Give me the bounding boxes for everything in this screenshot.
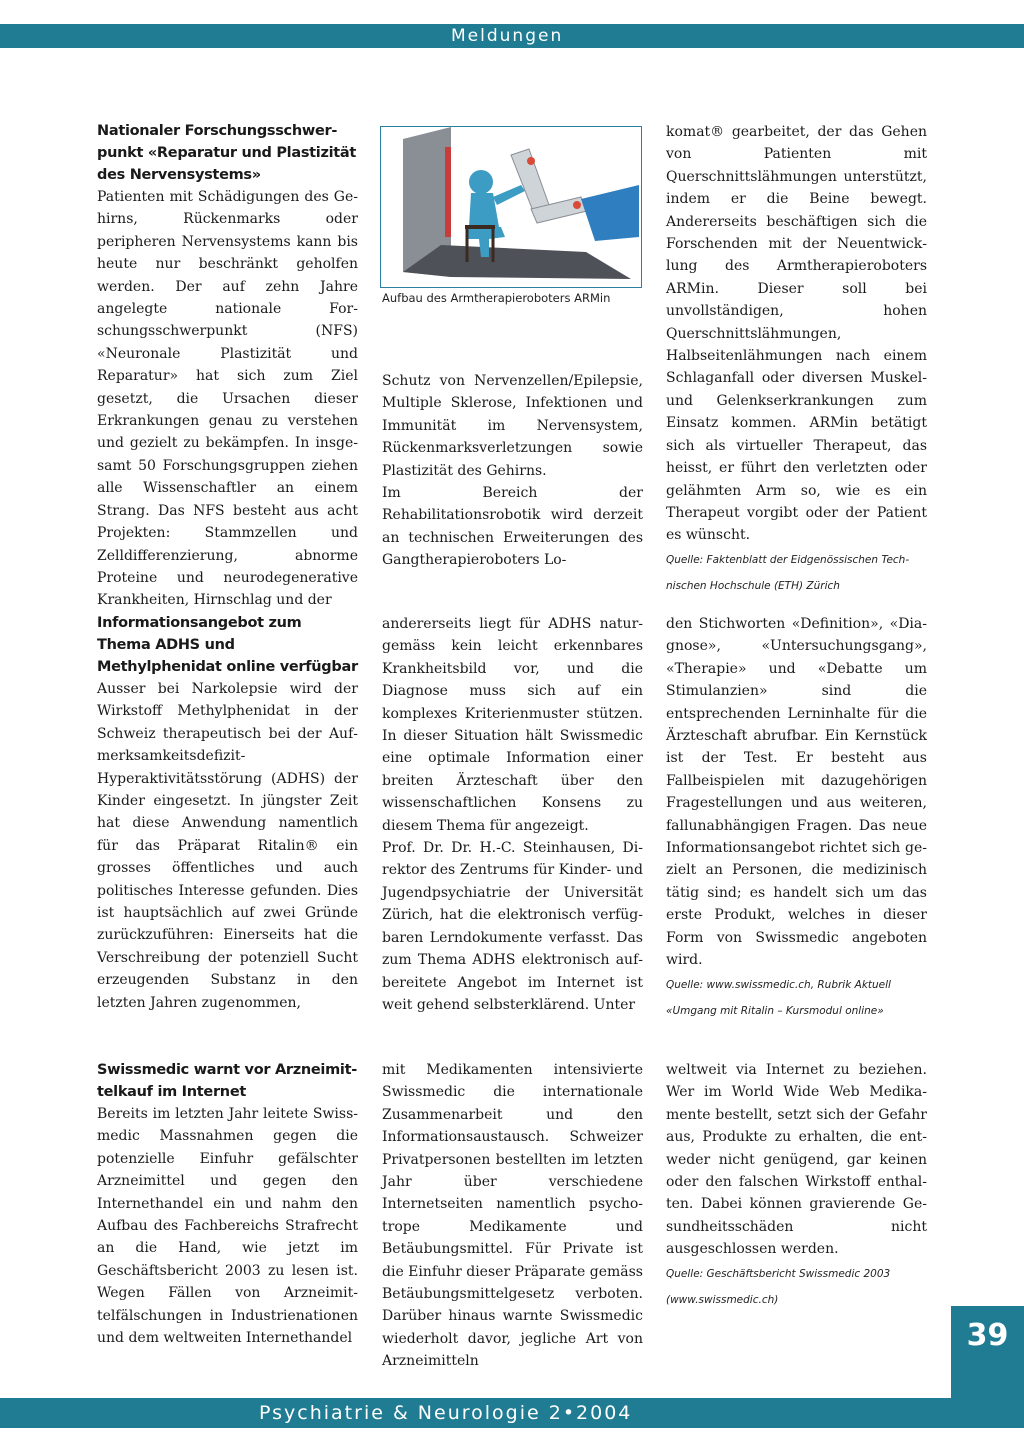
page-number: 39 xyxy=(966,1318,1009,1353)
article1-source: Quelle: Faktenblatt der Eidgenössischen Technischen Hochschule (ETH) Zürich xyxy=(666,553,910,592)
article2-heading: Informationsangebot zum Thema ADHS und Methylphenidat online verfügbar xyxy=(97,615,358,675)
article3-source: Quelle: Geschäftsbericht Swissmedic 2003 (www.swissmedic.ch) xyxy=(666,1267,891,1306)
armin-robot-illustration xyxy=(381,127,641,287)
armin-robot-figure xyxy=(380,126,642,288)
article1-col1 xyxy=(97,120,358,612)
article2-col2 xyxy=(382,613,643,1016)
article3-heading: Swissmedic warnt vor Arzneimittelkauf im Internet xyxy=(97,1062,358,1100)
article2-col1 xyxy=(97,612,358,1014)
article2-body-col2-p2: Prof. Dr. Dr. H.-C. Steinhausen, Direktor des Zentrums für Kinder- und Jugendpsychiatrie der Universität Zürich, hat die elektronisch verfügbaren Lerndokumente verfasst. Das zum Thema ADHS elektronisch aufbereitete Angebot im Internet ist weit gehend selbsterklärend. Unter xyxy=(382,840,643,1013)
article3-body-col3: weltweit via Internet zu beziehen. Wer im World Wide Web Medikamente bestellt, setzt sich der Gefahr aus, Produkte zu erhalten, die entweder nicht genügend, gar keinen oder den falschen Wirkstoff enthalten. Dabei können gravierende Gesundheitsschäden nicht ausgeschlossen werden. xyxy=(666,1062,927,1258)
article2-source: Quelle: www.swissmedic.ch, Rubrik Aktuell «Umgang mit Ritalin – Kursmodul online» xyxy=(666,978,891,1017)
section-title: Meldungen xyxy=(451,26,564,46)
article2-body-col3: den Stichworten «Definition», «Diagnose», «Untersuchungsgang», «Therapie» und «Debatte um Stimulanzien» sind die entsprechenden Lerninhalte für die Ärzteschaft abrufbar. Ein Kernstück ist der Test. Er besteht aus Fallbeispielen mit dazugehörigen Fragestellungen und aus weiteren, fallunabhängigen Fragen. Das neue Informationsangebot richtet sich gezielt an Personen, die medizinisch tätig sind; es handelt sich um das erste Produkt, welches in dieser Form von Swissmedic angeboten wird. xyxy=(666,616,927,969)
article1-body-col2-p2: Im Bereich der Rehabilitationsrobotik wird derzeit an technischen Erweiterungen des Gangtherapieroboters Lo- xyxy=(382,485,643,569)
article3-body-col1: Bereits im letzten Jahr leitete Swissmedic Massnahmen gegen die potenzielle Einfuhr gefälschter Arzneimittel und gegen den Internethandel ein und nahm den Aufbau des Fachbereichs Strafrecht an die Hand, wie jetzt im Geschäftsbericht 2003 zu lesen ist. Wegen Fällen von Arzneimittelfälschungen in Industrienationen und dem weltweiten Internethandel xyxy=(97,1106,358,1347)
article2-body-col2-p1: andererseits liegt für ADHS naturgemäss kein leicht erkennbares Krankheitsbild vor, und die Diagnose muss sich auf ein komplexes Kriterienmuster stützen. In dieser Situation hält Swissmedic eine optimale Information einer breiten Ärzteschaft über den wissenschaftlichen Konsens zu diesem Thema für angezeigt. xyxy=(382,616,643,834)
journal-title: Psychiatrie & Neurologie 2•2004 xyxy=(259,1402,633,1424)
article3-col1 xyxy=(97,1059,358,1349)
article1-col3 xyxy=(666,121,927,599)
article2-body-col1: Ausser bei Narkolepsie wird der Wirkstoff Methylphenidat in der Schweiz therapeutisch bei der Aufmerksamkeitsdefizit-Hyperaktivitätsstörung (ADHS) der Kinder eingesetzt. In jüngster Zeit hat diese Anwendung namentlich für das Präparat Ritalin® ein grosses öffentliches und auch politisches Interesse gefunden. Dies ist hauptsächlich auf zwei Gründe zurückzuführen: Einerseits hat die Verschreibung der potenziell Sucht erzeugenden Substanz in den letzten Jahren zugenommen, xyxy=(97,681,358,1011)
article3-body-col2: mit Medikamenten intensivierte Swissmedic die internationale Zusammenarbeit und den Informationsaustausch. Schweizer Privatpersonen bestellten im letzten Jahr über verschiedene Internetseiten namentlich psychotrope Medikamente und Betäubungsmittel. Für Private ist die Einfuhr dieser Präparate gemäss Betäubungsmittelgesetz verboten. Darüber hinaus warnte Swissmedic wiederholt davor, jegliche Art von Arzneimitteln xyxy=(382,1062,643,1370)
article3-col3 xyxy=(666,1059,927,1313)
article2-col3 xyxy=(666,613,927,1024)
article3-col2 xyxy=(382,1059,643,1373)
article1-body-col2-p1: Schutz von Nervenzellen/Epilepsie, Multiple Sklerose, Infektionen und Immunität im Nervensystem, Rückenmarksverletzungen sowie Plastizität des Gehirns. xyxy=(382,373,643,479)
article1-heading: Nationaler Forschungsschwerpunkt «Reparatur und Plastizität des Nervensystems» xyxy=(97,123,357,183)
article1-body-col1: Patienten mit Schädigungen des Gehirns, Rückenmarks oder peripheren Nervensystems kann bis heute nur beschränkt geholfen werden. Der auf zehn Jahre angelegte nationale Forschungsschwerpunkt (NFS) «Neuronale Plastizität und Reparatur» hat sich zum Ziel gesetzt, die Ursachen dieser Erkrankungen genau zu verstehen und gezielt zu bekämpfen. In insgesamt 50 Forschungsgruppen ziehen alle Wissenschaftler an einem Strang. Das NFS besteht aus acht Projekten: Stammzellen und Zelldifferenzierung, abnorme Proteine und neurodegenerative Krankheiten, Hirnschlag und der xyxy=(97,189,358,609)
figure-caption: Aufbau des Armtherapieroboters ARMin xyxy=(382,291,611,305)
article1-body-col3: komat® gearbeitet, der das Gehen von Patienten mit Querschnittslähmungen unterstützt, indem er die Beine bewegt. Andererseits beschäftigen sich die Forschenden mit der Neuentwicklung des Armtherapieroboters ARMin. Dieser soll bei unvollständigen, hohen Querschnittslähmungen, Halbseitenlähmungen nach einem Schlaganfall oder diversen Muskel- und Gelenkserkrankungen zum Einsatz kommen. ARMin betätigt sich als virtueller Therapeut, das heisst, er führt den verletzten oder gelähmten Arm so, wie es ein Therapeut vorgibt oder der Patient es wünscht. xyxy=(666,124,927,544)
article1-col2 xyxy=(382,370,643,572)
